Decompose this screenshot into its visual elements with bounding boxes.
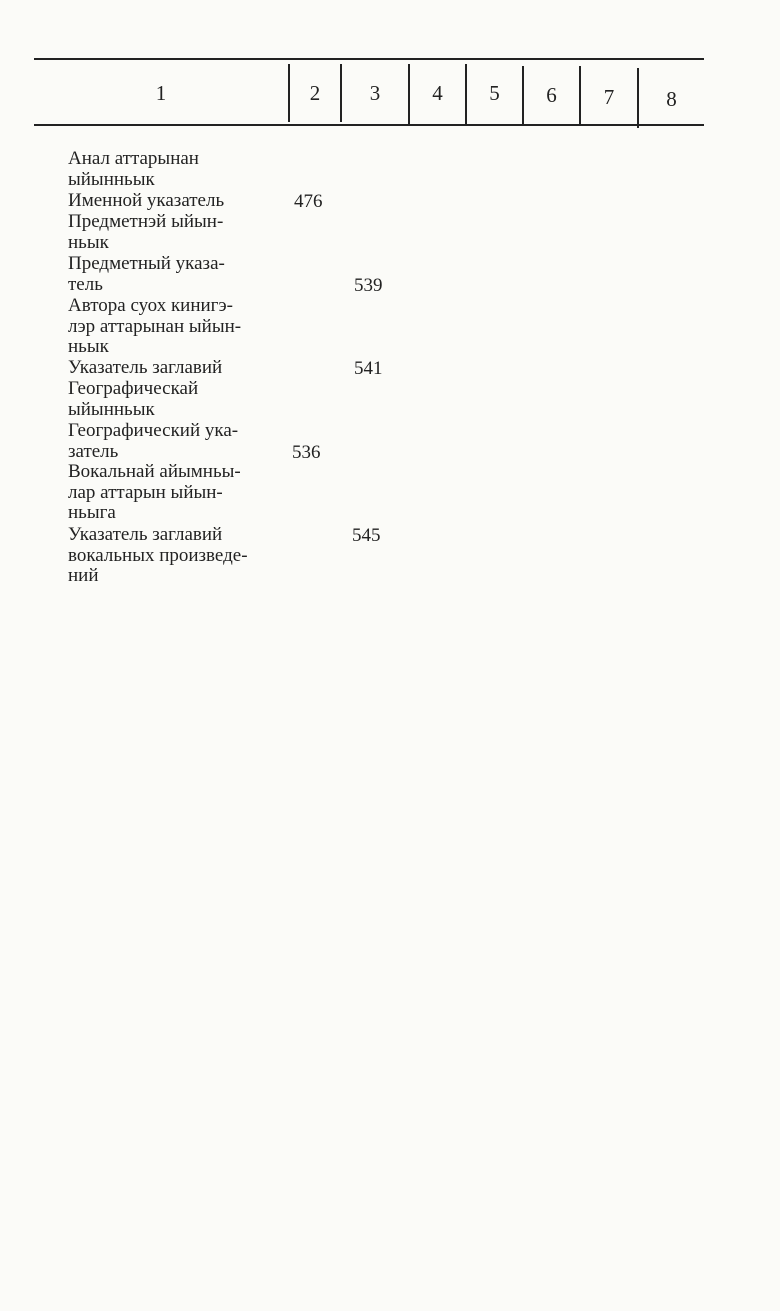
row-line: Вокальнай айымньы- bbox=[68, 461, 241, 482]
table-row bbox=[68, 462, 276, 524]
table-row bbox=[68, 254, 276, 295]
row-value-col2: 536 bbox=[292, 442, 321, 463]
row-line: Автора суох кинигэ- bbox=[68, 295, 233, 316]
column-header-2: 2 bbox=[309, 80, 321, 105]
row-line: Предметнэй ыйын- bbox=[68, 211, 224, 232]
table-row bbox=[68, 379, 276, 420]
row-line: Географическай bbox=[68, 378, 199, 399]
column-header-1: 1 bbox=[155, 80, 167, 105]
table-top-rule bbox=[34, 58, 704, 60]
row-line: лэр аттарынан ыйын- bbox=[68, 315, 242, 337]
row-line: лар аттарын ыйын- bbox=[68, 481, 223, 503]
column-header-5: 5 bbox=[489, 80, 500, 105]
row-value-col2: 476 bbox=[294, 191, 323, 212]
row-value-col3: 545 bbox=[352, 525, 381, 546]
row-line: тель bbox=[68, 273, 103, 295]
row-line: Указатель заглавий bbox=[68, 524, 223, 545]
row-line: Предметный указа- bbox=[68, 253, 225, 274]
row-line: ыйынньык bbox=[68, 168, 155, 190]
row-value-col3: 539 bbox=[354, 275, 383, 296]
table-row bbox=[68, 296, 276, 358]
table-row bbox=[68, 421, 276, 462]
column-header-8: 8 bbox=[666, 86, 677, 111]
row-line: ний bbox=[68, 565, 99, 586]
row-line: ньык bbox=[68, 231, 109, 253]
table-row bbox=[68, 212, 276, 253]
row-line: Именной указатель bbox=[68, 190, 225, 211]
row-line: ньык bbox=[68, 336, 109, 357]
row-line: ыйынньык bbox=[68, 398, 155, 420]
table-row bbox=[68, 191, 276, 212]
column-header-6: 6 bbox=[546, 82, 557, 107]
table-row bbox=[68, 525, 276, 587]
row-line: вокальных произведе- bbox=[68, 544, 248, 566]
column-header-4: 4 bbox=[432, 80, 443, 105]
column-header-7: 7 bbox=[603, 84, 615, 109]
column-header-3: 3 bbox=[369, 80, 381, 105]
row-line: Анал аттарынан bbox=[68, 148, 199, 169]
row-line: Географический ука- bbox=[68, 420, 239, 441]
row-value-col3: 541 bbox=[354, 358, 383, 379]
table-row bbox=[68, 149, 276, 190]
row-line: затель bbox=[68, 440, 119, 462]
row-line: Указатель заглавий bbox=[68, 357, 223, 378]
row-line: ньыга bbox=[68, 502, 116, 523]
table-row bbox=[68, 358, 276, 379]
